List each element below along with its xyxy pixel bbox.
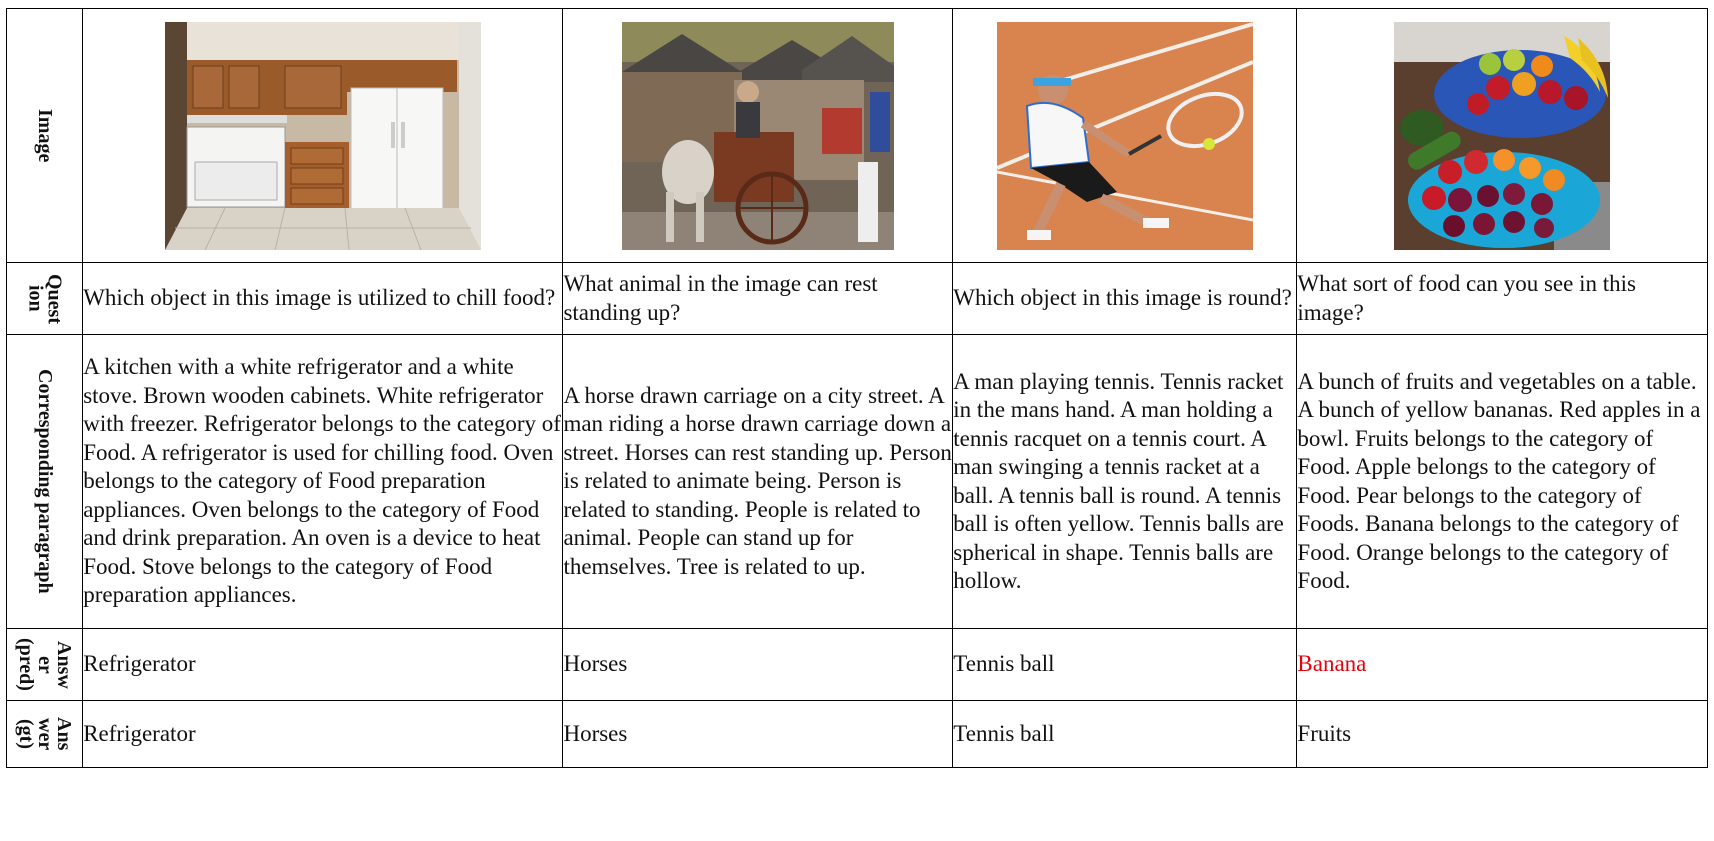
- question-cell: Which object in this image is round?: [953, 263, 1297, 335]
- image-cell-kitchen: [83, 9, 563, 263]
- row-label-cell: [7, 9, 83, 263]
- row-label-cell: [7, 701, 83, 768]
- image-cell-fruit: [1297, 9, 1708, 263]
- question-cell: What sort of food can you see in this image?: [1297, 263, 1708, 335]
- answer-gt-cell: Tennis ball: [953, 701, 1297, 768]
- answer-gt-row: [7, 701, 1708, 768]
- row-label-answer-pred: Answ er (pred): [15, 638, 76, 691]
- paragraph-cell: A horse drawn carriage on a city street. A man riding a horse drawn carriage down a street. Horses can rest standing up. Person is related to animate being. Person is related to standing. People is related to animal. People can stand up for themselves. Tree is related to up.: [563, 335, 953, 629]
- row-label-cell: [7, 335, 83, 629]
- row-label-cell: [7, 629, 83, 701]
- question-cell: What animal in the image can rest standing up?: [563, 263, 953, 335]
- row-label-cell: [7, 263, 83, 335]
- answer-gt-cell: Refrigerator: [83, 701, 563, 768]
- paragraph-row: [7, 335, 1708, 629]
- answer-pred-cell-wrong: Banana: [1297, 629, 1708, 701]
- paragraph-cell: A kitchen with a white refrigerator and a white stove. Brown wooden cabinets. White refrigerator with freezer. Refrigerator belongs to the category of Food. A refrigerator is used for chilling food. Oven belongs to the category of Food preparation appliances. Oven belongs to the category of Food and drink preparation. An oven is a device to heat Food. Stove belongs to the category of Food preparation appliances.: [83, 335, 563, 629]
- comparison-table: [6, 8, 1708, 768]
- answer-pred-cell: Tennis ball: [953, 629, 1297, 701]
- fruit-photo: [1394, 22, 1610, 250]
- image-cell-carriage: [563, 9, 953, 263]
- image-cell-tennis: [953, 9, 1297, 263]
- carriage-photo: [622, 22, 894, 250]
- row-label-image: Image: [34, 108, 57, 163]
- paragraph-cell: A bunch of fruits and vegetables on a table. A bunch of yellow bananas. Red apples in a bowl. Fruits belongs to the category of Food. Apple belongs to the category of Food. Pear belongs to the category of Foods. Banana belongs to the category of Food. Orange belongs to the category of Food.: [1297, 335, 1708, 629]
- paragraph-cell: A man playing tennis. Tennis racket in the mans hand. A man holding a tennis racquet on a tennis court. A man swinging a tennis racket at a ball. A tennis ball is round. A tennis ball is often yellow. Tennis balls are spherical in shape. Tennis balls are hollow.: [953, 335, 1297, 629]
- answer-gt-cell: Fruits: [1297, 701, 1708, 768]
- answer-pred-row: [7, 629, 1708, 701]
- answer-pred-cell: Horses: [563, 629, 953, 701]
- image-row: [7, 9, 1708, 263]
- row-label-question: Quest ion: [24, 273, 66, 324]
- question-cell: Which object in this image is utilized to chill food?: [83, 263, 563, 335]
- question-row: [7, 263, 1708, 335]
- answer-pred-cell: Refrigerator: [83, 629, 563, 701]
- row-label-answer-gt: Ans wer (gt): [15, 717, 76, 751]
- answer-gt-cell: Horses: [563, 701, 953, 768]
- row-label-paragraph: Corresponding paragraph: [34, 369, 57, 594]
- tennis-photo: [997, 22, 1253, 250]
- kitchen-photo: [165, 22, 481, 250]
